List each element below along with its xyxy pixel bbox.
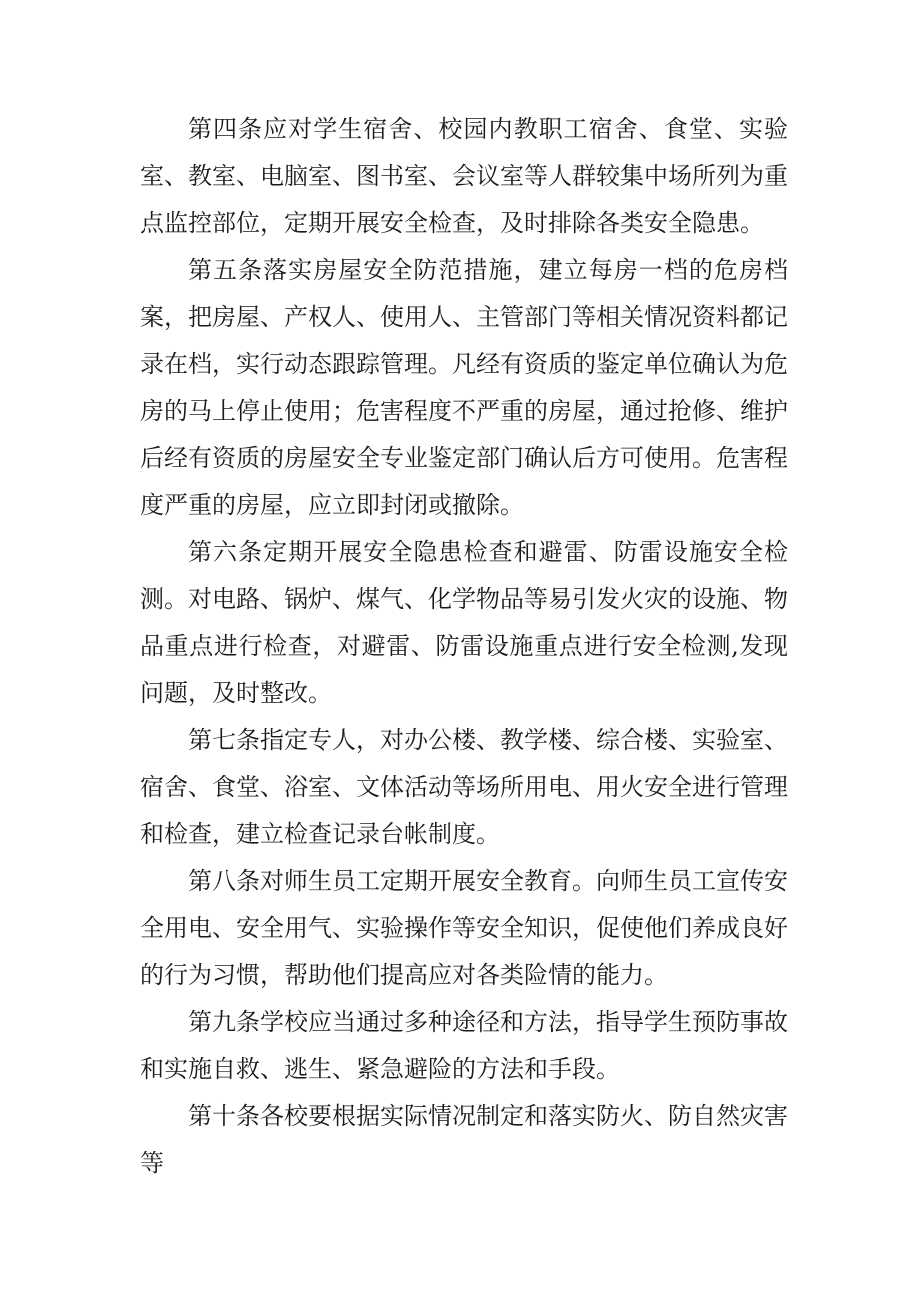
article-9-paragraph: 第九条学校应当通过多种途径和方法，指导学生预防事故和实施自救、逃生、紧急避险的方法和手段。 — [140, 1008, 788, 1083]
article-6-paragraph: 第六条定期开展安全隐患检查和避雷、防雷设施安全检测。对电路、锅炉、煤气、化学物品等易引发火灾的设施、物品重点进行检查，对避雷、防雷设施重点进行安全检测,发现问题，及时整改。 — [140, 538, 788, 707]
article-10-paragraph: 第十条各校要根据实际情况制定和落实防火、防自然灾害等 — [140, 1102, 788, 1177]
article-7-paragraph: 第七条指定专人，对办公楼、教学楼、综合楼、实验室、宿舍、食堂、浴室、文体活动等场所用电、用火安全进行管理和检查，建立检查记录台帐制度。 — [140, 726, 788, 848]
article-5-paragraph: 第五条落实房屋安全防范措施，建立每房一档的危房档案，把房屋、产权人、使用人、主管部门等相关情况资料都记录在档，实行动态跟踪管理。凡经有资质的鉴定单位确认为危房的马上停止使用；危害程度不严重的房屋，通过抢修、维护后经有资质的房屋安全专业鉴定部门确认后方可使用。危害程度严重的房屋，应立即封闭或撤除。 — [140, 256, 788, 519]
document-body — [140, 106, 788, 1187]
article-8-paragraph: 第八条对师生员工定期开展安全教育。向师生员工宣传安全用电、安全用气、实验操作等安全知识，促使他们养成良好的行为习惯，帮助他们提高应对各类险情的能力。 — [140, 867, 788, 989]
article-4-paragraph: 第四条应对学生宿舍、校园内教职工宿舍、食堂、实验室、教室、电脑室、图书室、会议室等人群较集中场所列为重点监控部位，定期开展安全检查，及时排除各类安全隐患。 — [140, 115, 788, 237]
